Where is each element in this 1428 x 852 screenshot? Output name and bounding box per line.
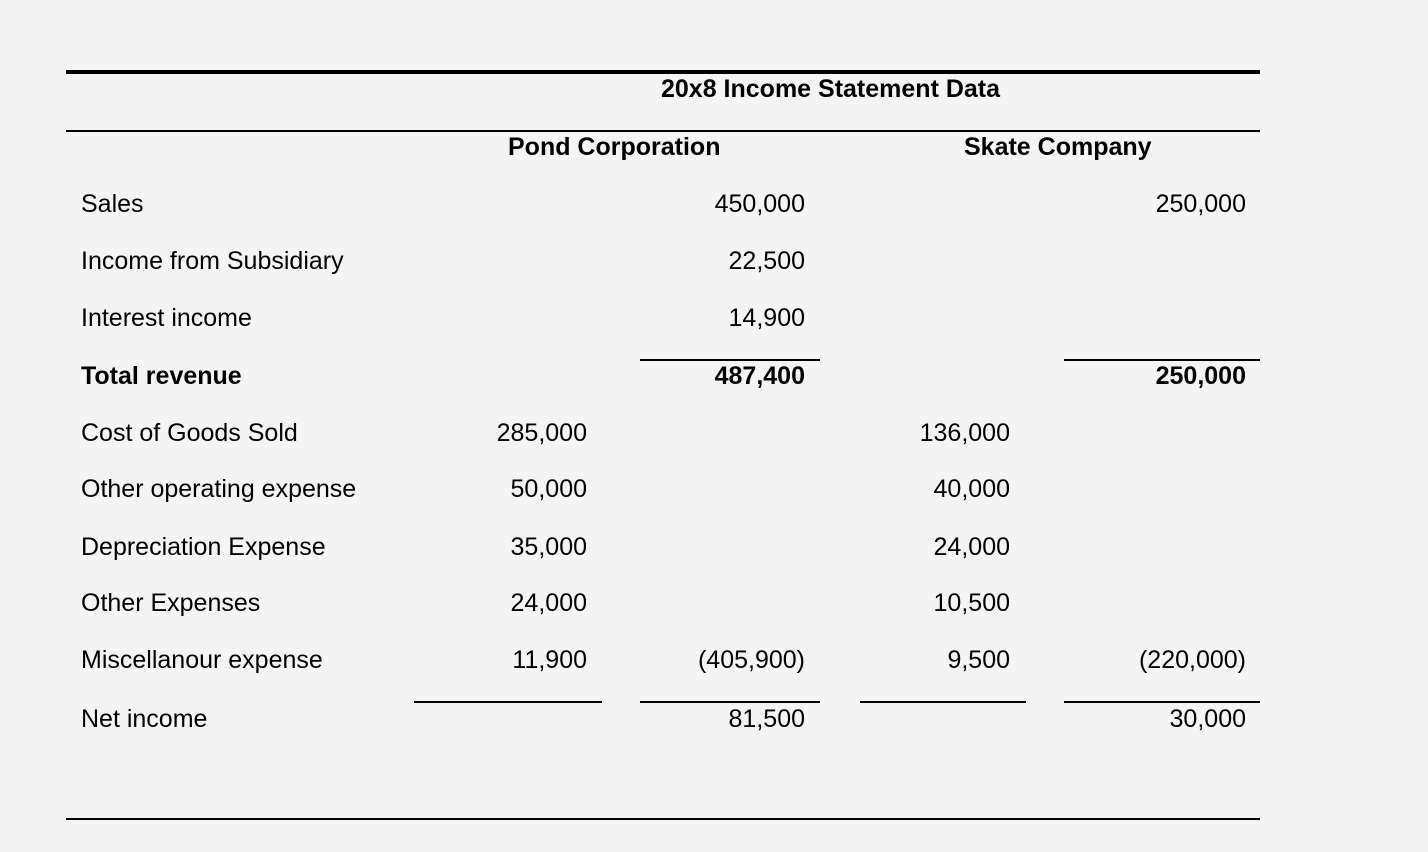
skate-subtotal-cell: 136,000 <box>919 419 1010 447</box>
skate-total-cell: (220,000) <box>1138 646 1246 674</box>
column-header-pond: Pond Corporation <box>508 133 721 161</box>
skate-total-underline <box>1064 701 1260 703</box>
row-label: Miscellanour expense <box>81 646 323 674</box>
row-label: Interest income <box>81 304 252 332</box>
bottom-rule <box>66 818 1260 820</box>
row-label: Cost of Goods Sold <box>81 419 298 447</box>
skate-total-cell: 250,000 <box>1155 190 1246 218</box>
pond-total-cell: 22,500 <box>728 247 805 275</box>
column-header-skate: Skate Company <box>964 133 1152 161</box>
pond-total-cell: 14,900 <box>728 304 805 332</box>
pond-total-cell: 81,500 <box>728 705 805 733</box>
pond-total-underline <box>640 701 820 703</box>
skate-subtotal-cell: 10,500 <box>933 589 1010 617</box>
pond-total-cell: 450,000 <box>714 190 805 218</box>
skate-total-cell: 30,000 <box>1169 705 1246 733</box>
row-label: Income from Subsidiary <box>81 247 344 275</box>
skate-subtotal-cell: 24,000 <box>933 533 1010 561</box>
pond-subtotal-cell: 24,000 <box>510 589 587 617</box>
skate-total-cell: 250,000 <box>1155 362 1246 390</box>
pond-total-cell: (405,900) <box>697 646 805 674</box>
row-label: Net income <box>81 705 208 733</box>
pond-subtotal-cell: 11,900 <box>512 646 587 674</box>
pond-total-cell: 487,400 <box>714 362 805 390</box>
row-label: Other Expenses <box>81 589 261 617</box>
row-label: Depreciation Expense <box>81 533 326 561</box>
skate-sub-underline <box>860 701 1026 703</box>
skate-subtotal-cell: 9,500 <box>947 646 1010 674</box>
pond-subtotal-cell: 50,000 <box>510 475 587 503</box>
pond-sub-underline <box>414 701 602 703</box>
row-label: Other operating expense <box>81 475 357 503</box>
pond-subtotal-cell: 285,000 <box>496 419 587 447</box>
skate-subtotal-cell: 40,000 <box>933 475 1010 503</box>
row-label: Sales <box>81 190 144 218</box>
statement-title: 20x8 Income Statement Data <box>661 75 1001 103</box>
row-label: Total revenue <box>81 362 242 390</box>
pond-subtotal-cell: 35,000 <box>510 533 587 561</box>
